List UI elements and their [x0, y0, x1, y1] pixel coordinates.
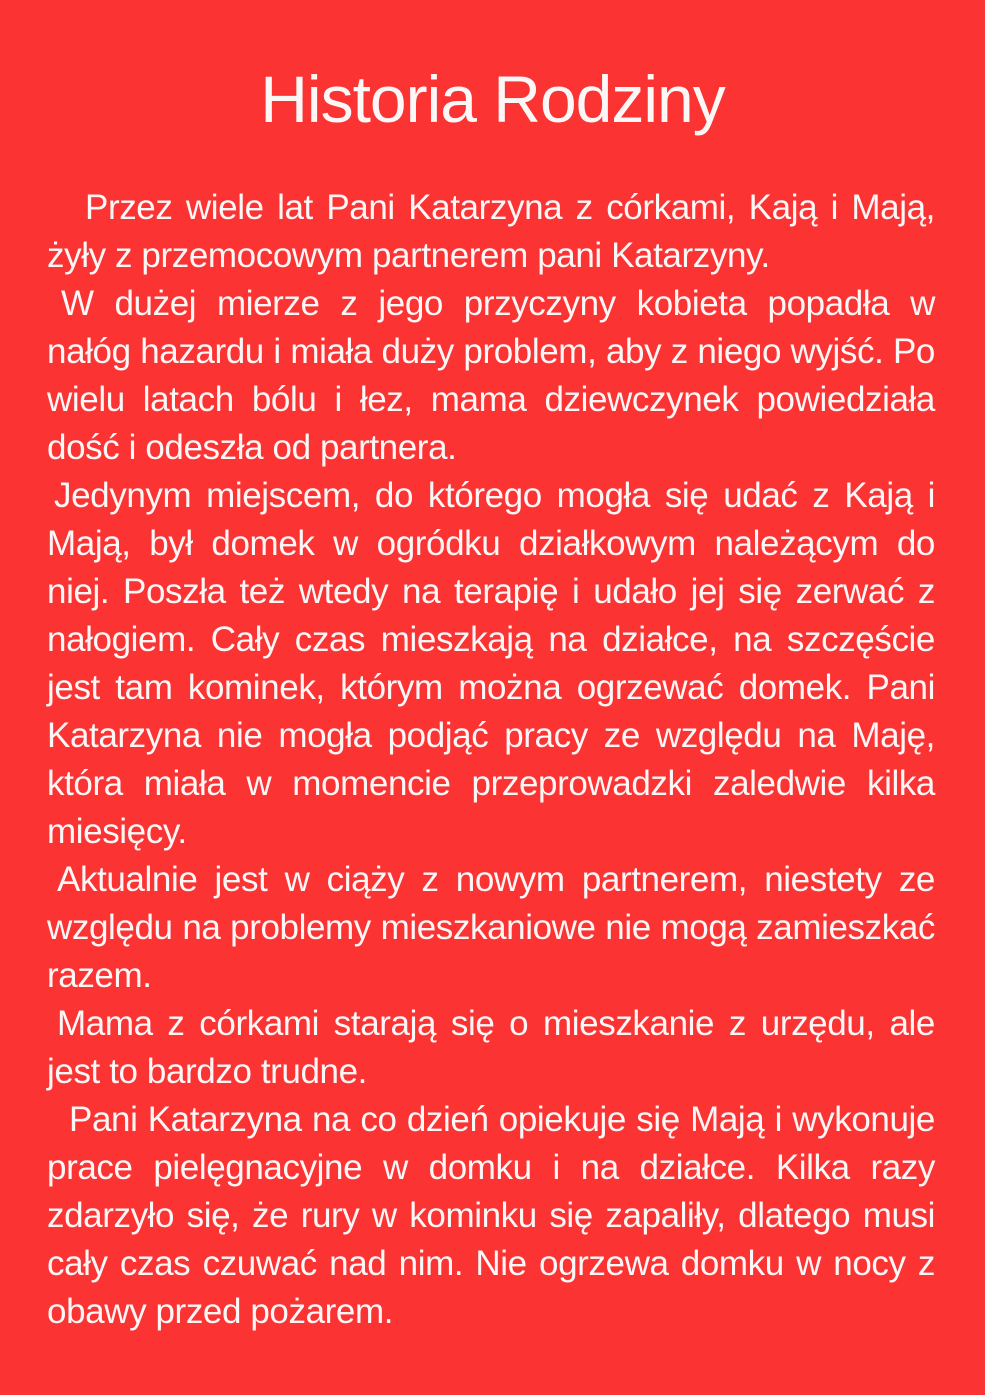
paragraph-addiction: W dużej mierze z jego przyczyny kobieta popadła w nałóg hazardu i miała duży problem, aby z niego wyjść. Po wielu latach bólu i łez, mama dziewczynek powiedziała dość i odeszła od partnera.	[47, 284, 935, 467]
paragraph-intro: Przez wiele lat Pani Katarzyna z córkami, Kają i Mają, żyły z przemocowym partnerem pani Katarzyny.	[47, 188, 935, 275]
paragraph-garden-house: Jedynym miejscem, do którego mogła się udać z Kają i Mają, był domek w ogródku działkowym należącym do niej. Poszła też wtedy na terapię i udało jej się zerwać z nałogiem. Cały czas mieszkają na działce, na szczęście jest tam kominek, którym można ogrzewać domek. Pani Katarzyna nie mogła podjąć pracy ze względu na Maję, która miała w momencie przeprowadzki zaledwie kilka miesięcy.	[47, 476, 935, 851]
page-title: Historia Rodziny	[260, 62, 725, 136]
paragraph-housing: Mama z córkami starają się o mieszkanie z urzędu, ale jest to bardzo trudne.	[47, 1004, 935, 1091]
paragraph-pregnancy: Aktualnie jest w ciąży z nowym partnerem, niestety ze względu na problemy mieszkaniowe nie mogą zamieszkać razem.	[47, 860, 935, 995]
paragraph-daily-life: Pani Katarzyna na co dzień opiekuje się Mają i wykonuje prace pielęgnacyjne w domku i na działce. Kilka razy zdarzyło się, że rury w kominku się zapaliły, dlatego musi cały czas czuwać nad nim. Nie ogrzewa domku w nocy z obawy przed pożarem.	[47, 1100, 935, 1331]
story-text	[47, 184, 935, 1336]
